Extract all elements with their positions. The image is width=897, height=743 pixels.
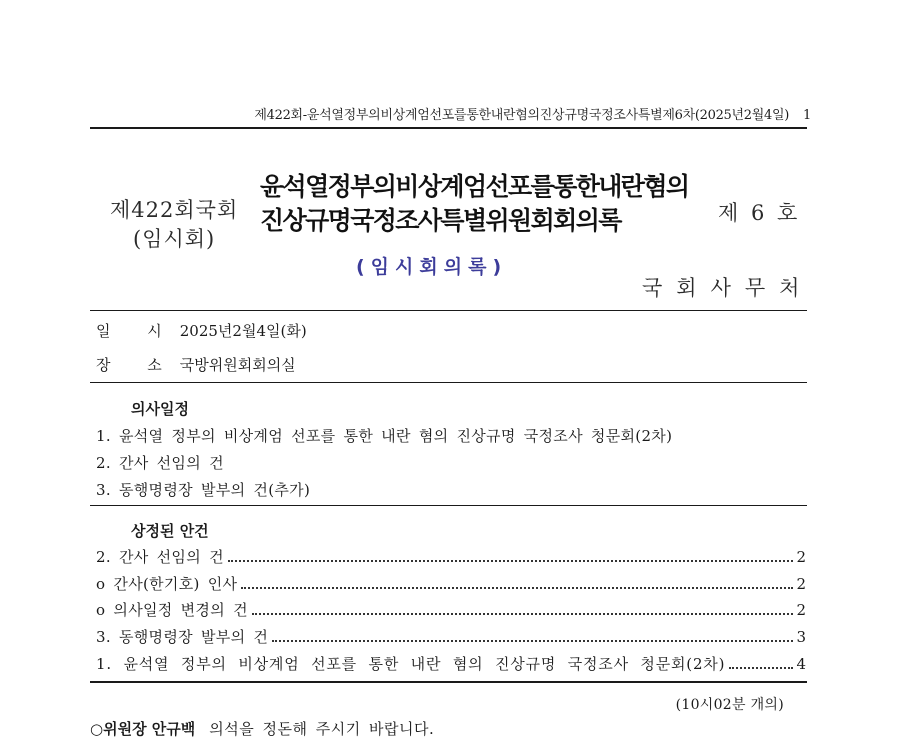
toc-entry — [96, 626, 806, 647]
toc-entry-page: 2 — [796, 575, 806, 593]
speech-text: 의석을 정돈해 주시기 바랍니다. — [209, 720, 435, 738]
toc-leader — [252, 613, 794, 615]
toc-entry-text: o 간사(한기호) 인사 — [96, 575, 238, 593]
toc-entry — [96, 546, 806, 567]
minutes-subtitle: (임시회의록) — [356, 256, 508, 278]
speech-line — [90, 718, 434, 739]
toc-entry-text: 3. 동행명령장 발부의 건 — [96, 628, 269, 646]
toc-entry-page: 2 — [796, 601, 806, 619]
toc-entry — [96, 573, 806, 594]
speaker-circle-icon: ○ — [90, 720, 104, 738]
agenda-item: 2. 간사 선임의 건 — [96, 454, 224, 472]
committee-title — [260, 170, 688, 238]
toc-leader — [228, 560, 794, 562]
meeting-place — [96, 354, 296, 375]
meeting-date — [96, 320, 307, 341]
place-label: 장 소 — [96, 356, 178, 374]
toc-entry-text: 1. 윤석열 정부의 비상계엄 선포를 통한 내란 혐의 진상규명 국정조사 청문회(2차) — [96, 655, 726, 673]
agenda-rule — [90, 505, 807, 506]
toc-leader — [272, 640, 793, 642]
agenda-item: 3. 동행명령장 발부의 건(추가) — [96, 481, 311, 499]
toc-leader — [729, 667, 793, 669]
toc-entry-page: 4 — [796, 655, 806, 673]
place-value: 국방위원회회의실 — [179, 356, 296, 374]
toc-entry-page: 2 — [796, 548, 806, 566]
toc-rule — [90, 681, 807, 683]
title-line-1: 윤석열정부의비상계엄선포를통한내란혐의 — [260, 172, 689, 201]
running-header — [254, 104, 811, 123]
header-rule — [90, 127, 807, 129]
issue-number: 제 6 호 — [718, 201, 801, 225]
running-header-text: 제422회-윤석열정부의비상계엄선포를통한내란혐의진상규명국정조사특별제6차(2025년2월4일) — [254, 108, 790, 123]
agenda-heading: 의사일정 — [131, 400, 189, 418]
session-label — [110, 196, 238, 254]
toc-heading: 상정된 안건 — [131, 522, 209, 540]
toc-entry-page: 3 — [796, 628, 806, 646]
session-line-1: 제422회국회 — [110, 198, 239, 222]
toc-leader — [241, 587, 793, 589]
session-line-2: (임시회) — [132, 227, 216, 251]
publisher: 국회사무처 — [642, 276, 814, 300]
speaker-name: 위원장 안규백 — [103, 720, 196, 738]
page-number: 1 — [803, 108, 811, 123]
date-label: 일 시 — [96, 322, 178, 340]
agenda-item: 1. 윤석열 정부의 비상계엄 선포를 통한 내란 혐의 진상규명 국정조사 청문회(2차) — [96, 427, 673, 445]
toc-entry-text: o 의사일정 변경의 건 — [96, 601, 248, 619]
toc-entry — [96, 653, 806, 674]
masthead-rule — [90, 310, 807, 311]
title-line-2: 진상규명국정조사특별위원회회의록 — [260, 206, 621, 235]
opening-time: (10시02분 개의) — [675, 697, 784, 713]
toc-entry-text: 2. 간사 선임의 건 — [96, 548, 224, 566]
date-value: 2025년2월4일(화) — [179, 322, 307, 340]
meta-rule — [90, 382, 807, 383]
toc-entry — [96, 599, 806, 620]
